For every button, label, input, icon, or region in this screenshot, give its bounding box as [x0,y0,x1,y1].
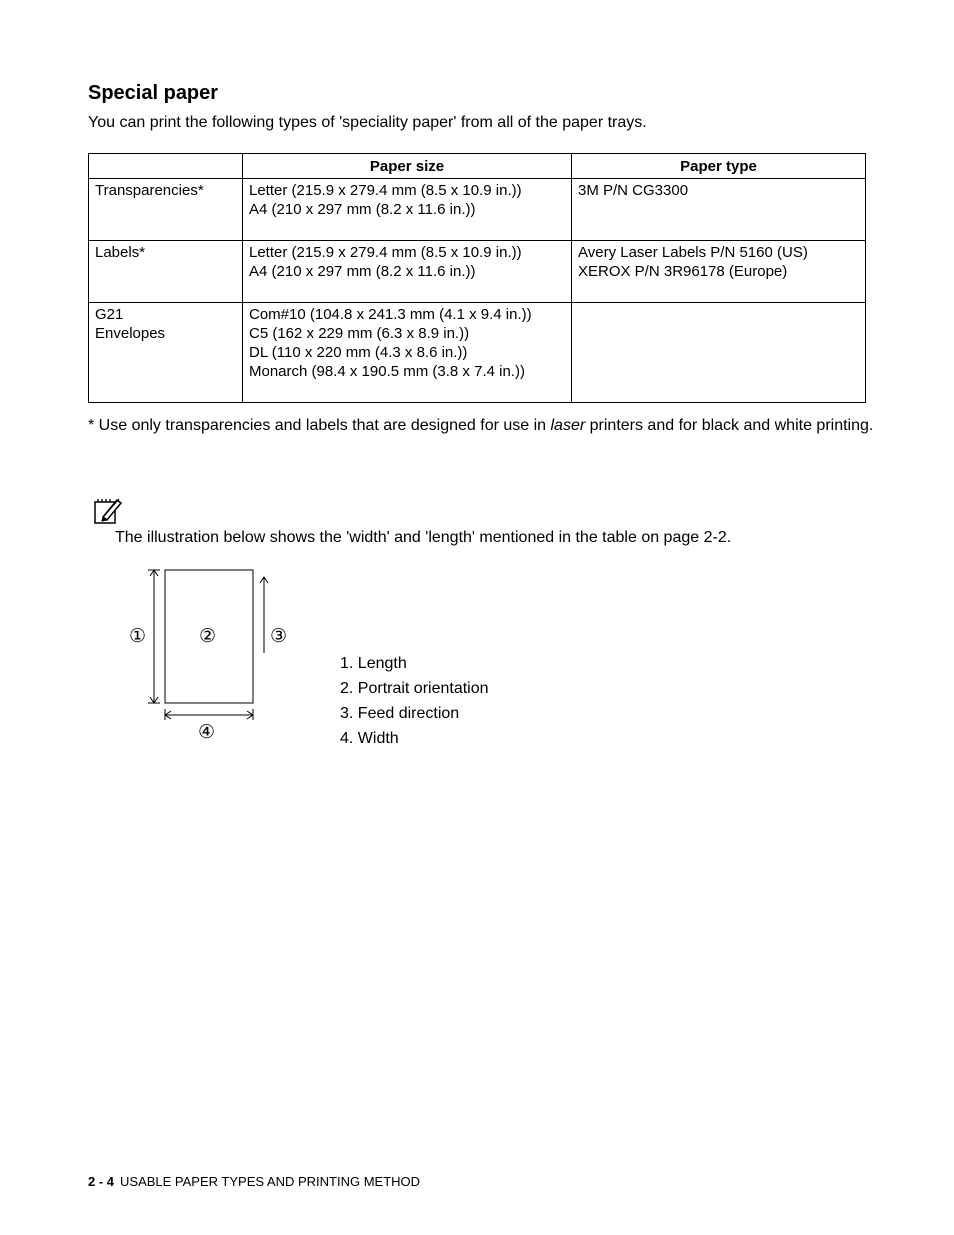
footnote-text: * Use only transparencies and labels that are designed for use in [88,417,551,434]
paper-size-line: A4 (210 x 297 mm (8.2 x 11.6 in.)) [249,263,476,280]
paper-size-line: Monarch (98.4 x 190.5 mm (3.8 x 7.4 in.)) [249,363,525,380]
paper-size-line: A4 (210 x 297 mm (8.2 x 11.6 in.)) [249,201,476,218]
footnote [88,415,878,436]
row-name: Transparencies* [95,182,204,199]
marker-width: ④ [198,721,216,743]
row-name-cell [89,241,243,303]
note-text: The illustration below shows the 'width' and 'length' mentioned in the table on page 2-2. [115,529,732,546]
paper-type-line: XEROX P/N 3R96178 (Europe) [578,263,788,280]
footnote-text: printers and for black and white printing. [585,417,874,434]
note-pencil-icon [93,496,123,526]
length-arrow [148,570,160,703]
paper-size-cell [243,179,572,241]
width-arrow [165,709,253,720]
table-row [89,179,866,241]
list-item: 1. Length [340,655,407,672]
list-item: 2. Portrait orientation [340,680,489,697]
page-number: 2 - 4 [88,1174,115,1189]
table-header-blank [89,154,243,179]
paper-type-cell [572,179,866,241]
paper-size-line: Com#10 (104.8 x 241.3 mm (4.1 x 9.4 in.)) [249,306,532,323]
paper-size-cell [243,241,572,303]
marker-length: ① [129,625,147,647]
paper-type-cell [572,303,866,403]
table-row [89,241,866,303]
row-name-cell [89,179,243,241]
row-name: Labels* [95,244,146,261]
paper-size-line: Letter (215.9 x 279.4 mm (8.5 x 10.9 in.)) [249,182,522,199]
paper-size-cell [243,303,572,403]
row-name: Envelopes [95,325,166,342]
diagram-legend [340,654,489,754]
table-header-paper-size: Paper size [243,154,572,179]
table-header-row [89,154,866,179]
page-footer [88,1174,420,1189]
list-item: 3. Feed direction [340,705,460,722]
paper-type-line: 3M P/N CG3300 [578,182,689,199]
list-item: 4. Width [340,730,399,747]
table-header-paper-type: Paper type [572,154,866,179]
special-paper-table [88,153,866,403]
marker-feed: ③ [270,625,288,647]
paper-size-line: Letter (215.9 x 279.4 mm (8.5 x 10.9 in.)) [249,244,522,261]
section-title: Special paper [88,82,219,104]
intro-paragraph: You can print the following types of 'speciality paper' from all of the paper trays. [88,114,647,131]
row-name: G21 [95,306,124,323]
marker-portrait: ② [199,625,217,647]
paper-type-cell [572,241,866,303]
chapter-title: USABLE PAPER TYPES AND PRINTING METHOD [120,1174,421,1189]
paper-type-line: Avery Laser Labels P/N 5160 (US) [578,244,808,261]
paper-size-line: C5 (162 x 229 mm (6.3 x 8.9 in.)) [249,325,470,342]
paper-size-line: DL (110 x 220 mm (4.3 x 8.6 in.)) [249,344,468,361]
footnote-emphasis: laser [550,417,586,434]
feed-direction-arrow [260,577,268,653]
row-name-cell [89,303,243,403]
paper-orientation-diagram [120,560,320,760]
table-row [89,303,866,403]
